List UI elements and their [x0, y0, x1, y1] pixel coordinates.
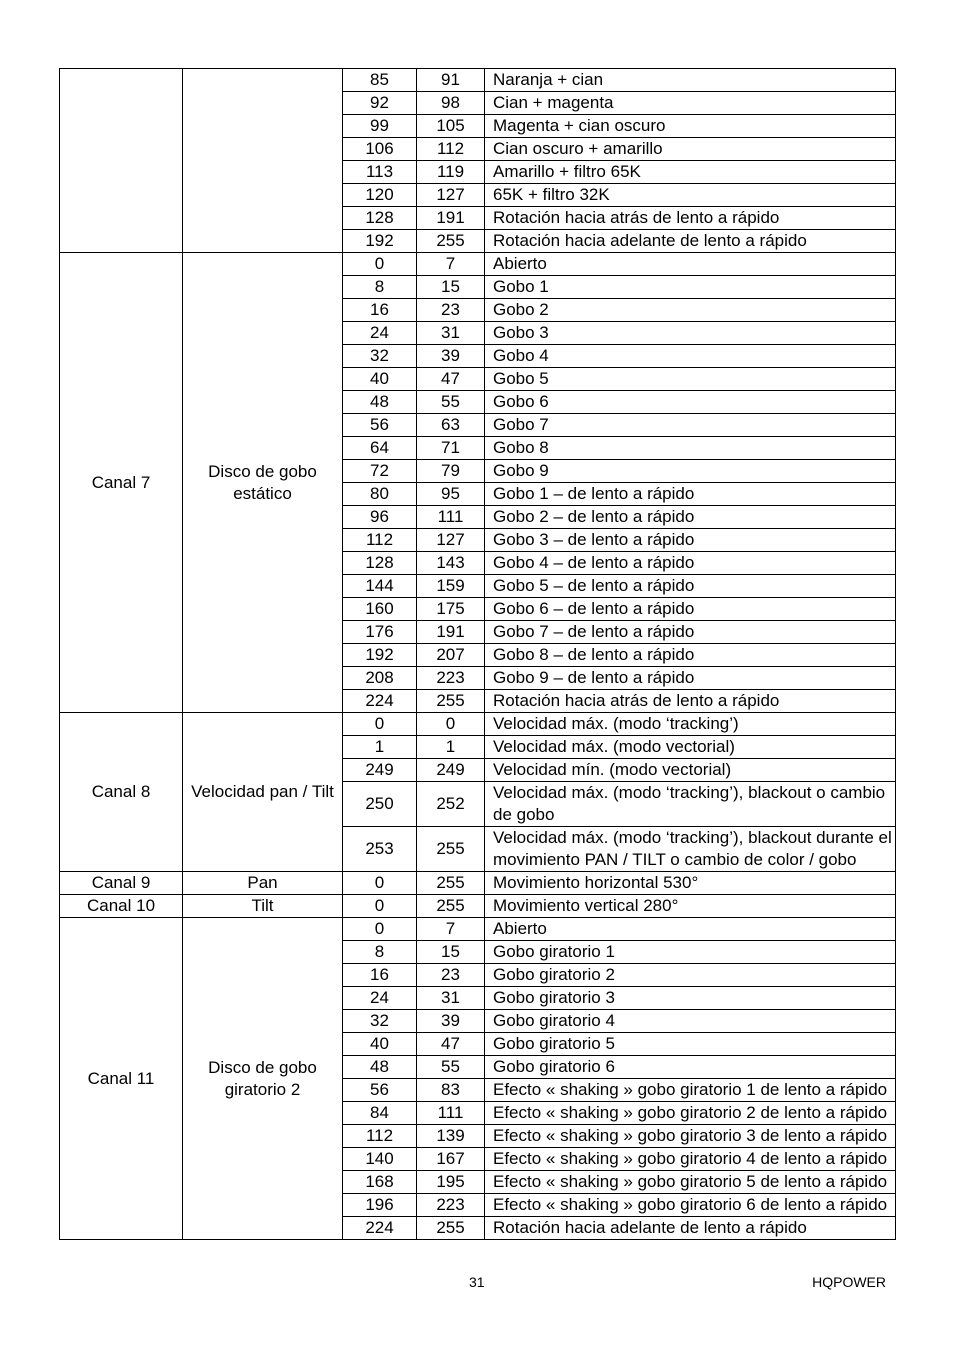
dmx-channel-table — [59, 68, 896, 1240]
dmx-from-cell: 224 — [343, 690, 417, 713]
dmx-to-cell: 127 — [417, 184, 485, 207]
dmx-from-cell: 0 — [343, 872, 417, 895]
dmx-to-cell: 175 — [417, 598, 485, 621]
dmx-to-cell: 15 — [417, 276, 485, 299]
brand-name: HQPOWER — [812, 1274, 886, 1290]
dmx-to-cell: 91 — [417, 69, 485, 92]
dmx-to-cell: 195 — [417, 1171, 485, 1194]
description-cell: Gobo 2 — [485, 299, 896, 322]
description-cell: Gobo 6 — [485, 391, 896, 414]
description-cell: Gobo 5 — [485, 368, 896, 391]
dmx-to-cell: 71 — [417, 437, 485, 460]
table-row — [60, 69, 896, 92]
dmx-to-cell: 1 — [417, 736, 485, 759]
dmx-from-cell: 0 — [343, 895, 417, 918]
dmx-from-cell: 85 — [343, 69, 417, 92]
dmx-from-cell: 250 — [343, 782, 417, 827]
channel-cell — [60, 69, 183, 253]
description-cell: Gobo 3 — [485, 322, 896, 345]
description-cell: Movimiento vertical 280° — [485, 895, 896, 918]
dmx-from-cell: 140 — [343, 1148, 417, 1171]
dmx-from-cell: 80 — [343, 483, 417, 506]
description-cell: Gobo 3 – de lento a rápido — [485, 529, 896, 552]
dmx-from-cell: 192 — [343, 644, 417, 667]
dmx-from-cell: 16 — [343, 299, 417, 322]
table-row — [60, 918, 896, 941]
dmx-to-cell: 0 — [417, 713, 485, 736]
description-cell: Efecto « shaking » gobo giratorio 1 de lento a rápido — [485, 1079, 896, 1102]
dmx-from-cell: 0 — [343, 713, 417, 736]
dmx-from-cell: 253 — [343, 827, 417, 872]
table-row — [60, 872, 896, 895]
dmx-from-cell: 112 — [343, 529, 417, 552]
description-cell: Velocidad máx. (modo vectorial) — [485, 736, 896, 759]
description-cell: Gobo giratorio 4 — [485, 1010, 896, 1033]
table-row — [60, 895, 896, 918]
dmx-from-cell: 120 — [343, 184, 417, 207]
description-cell: Velocidad máx. (modo ‘tracking’), blackout o cambio de gobo — [485, 782, 896, 827]
dmx-from-cell: 196 — [343, 1194, 417, 1217]
dmx-to-cell: 23 — [417, 299, 485, 322]
channel-cell: Canal 7 — [60, 253, 183, 713]
dmx-to-cell: 249 — [417, 759, 485, 782]
dmx-from-cell: 106 — [343, 138, 417, 161]
description-cell: Gobo 7 – de lento a rápido — [485, 621, 896, 644]
description-cell: Movimiento horizontal 530° — [485, 872, 896, 895]
dmx-from-cell: 8 — [343, 941, 417, 964]
dmx-from-cell: 40 — [343, 368, 417, 391]
channel-cell: Canal 11 — [60, 918, 183, 1240]
description-cell: Abierto — [485, 918, 896, 941]
dmx-from-cell: 0 — [343, 253, 417, 276]
dmx-to-cell: 23 — [417, 964, 485, 987]
dmx-to-cell: 98 — [417, 92, 485, 115]
dmx-to-cell: 255 — [417, 230, 485, 253]
description-cell: Gobo 2 – de lento a rápido — [485, 506, 896, 529]
dmx-from-cell: 24 — [343, 987, 417, 1010]
dmx-to-cell: 167 — [417, 1148, 485, 1171]
dmx-to-cell: 31 — [417, 987, 485, 1010]
description-cell: Gobo giratorio 3 — [485, 987, 896, 1010]
dmx-from-cell: 168 — [343, 1171, 417, 1194]
channel-cell: Canal 10 — [60, 895, 183, 918]
dmx-to-cell: 252 — [417, 782, 485, 827]
table-row — [60, 713, 896, 736]
dmx-to-cell: 47 — [417, 1033, 485, 1056]
dmx-from-cell: 0 — [343, 918, 417, 941]
description-cell: Velocidad máx. (modo ‘tracking’), blackout durante el movimiento PAN / TILT o cambio de color / gobo — [485, 827, 896, 872]
dmx-to-cell: 143 — [417, 552, 485, 575]
dmx-from-cell: 56 — [343, 1079, 417, 1102]
dmx-to-cell: 105 — [417, 115, 485, 138]
dmx-to-cell: 255 — [417, 690, 485, 713]
dmx-from-cell: 64 — [343, 437, 417, 460]
dmx-to-cell: 31 — [417, 322, 485, 345]
description-cell: Cian + magenta — [485, 92, 896, 115]
description-cell: Amarillo + filtro 65K — [485, 161, 896, 184]
dmx-from-cell: 32 — [343, 345, 417, 368]
dmx-to-cell: 7 — [417, 918, 485, 941]
dmx-from-cell: 32 — [343, 1010, 417, 1033]
dmx-to-cell: 39 — [417, 1010, 485, 1033]
function-cell: Disco de gobo giratorio 2 — [183, 918, 343, 1240]
description-cell: Gobo 1 — [485, 276, 896, 299]
dmx-from-cell: 48 — [343, 391, 417, 414]
function-cell: Velocidad pan / Tilt — [183, 713, 343, 872]
dmx-from-cell: 128 — [343, 207, 417, 230]
description-cell: Abierto — [485, 253, 896, 276]
dmx-from-cell: 208 — [343, 667, 417, 690]
dmx-to-cell: 111 — [417, 506, 485, 529]
description-cell: Velocidad mín. (modo vectorial) — [485, 759, 896, 782]
dmx-to-cell: 63 — [417, 414, 485, 437]
description-cell: Gobo giratorio 2 — [485, 964, 896, 987]
dmx-to-cell: 255 — [417, 872, 485, 895]
description-cell: Gobo 6 – de lento a rápido — [485, 598, 896, 621]
dmx-to-cell: 159 — [417, 575, 485, 598]
dmx-to-cell: 39 — [417, 345, 485, 368]
dmx-to-cell: 79 — [417, 460, 485, 483]
dmx-from-cell: 56 — [343, 414, 417, 437]
description-cell: Gobo 8 — [485, 437, 896, 460]
dmx-to-cell: 191 — [417, 207, 485, 230]
description-cell: Rotación hacia atrás de lento a rápido — [485, 690, 896, 713]
description-cell: Gobo giratorio 1 — [485, 941, 896, 964]
description-cell: Velocidad máx. (modo ‘tracking’) — [485, 713, 896, 736]
dmx-from-cell: 99 — [343, 115, 417, 138]
description-cell: Gobo giratorio 5 — [485, 1033, 896, 1056]
description-cell: Efecto « shaking » gobo giratorio 5 de lento a rápido — [485, 1171, 896, 1194]
dmx-from-cell: 92 — [343, 92, 417, 115]
description-cell: Gobo giratorio 6 — [485, 1056, 896, 1079]
description-cell: Gobo 1 – de lento a rápido — [485, 483, 896, 506]
description-cell: Gobo 9 – de lento a rápido — [485, 667, 896, 690]
dmx-to-cell: 47 — [417, 368, 485, 391]
dmx-to-cell: 83 — [417, 1079, 485, 1102]
dmx-from-cell: 160 — [343, 598, 417, 621]
description-cell: Efecto « shaking » gobo giratorio 2 de lento a rápido — [485, 1102, 896, 1125]
description-cell: Gobo 7 — [485, 414, 896, 437]
dmx-to-cell: 127 — [417, 529, 485, 552]
dmx-to-cell: 111 — [417, 1102, 485, 1125]
dmx-to-cell: 112 — [417, 138, 485, 161]
dmx-from-cell: 72 — [343, 460, 417, 483]
dmx-from-cell: 1 — [343, 736, 417, 759]
function-cell: Disco de gobo estático — [183, 253, 343, 713]
dmx-from-cell: 128 — [343, 552, 417, 575]
dmx-to-cell: 223 — [417, 667, 485, 690]
function-cell: Tilt — [183, 895, 343, 918]
dmx-to-cell: 139 — [417, 1125, 485, 1148]
description-cell: Rotación hacia atrás de lento a rápido — [485, 207, 896, 230]
dmx-from-cell: 176 — [343, 621, 417, 644]
dmx-from-cell: 224 — [343, 1217, 417, 1240]
channel-cell: Canal 9 — [60, 872, 183, 895]
table-row — [60, 253, 896, 276]
dmx-to-cell: 255 — [417, 1217, 485, 1240]
dmx-to-cell: 255 — [417, 827, 485, 872]
dmx-from-cell: 192 — [343, 230, 417, 253]
dmx-from-cell: 16 — [343, 964, 417, 987]
description-cell: Rotación hacia adelante de lento a rápido — [485, 1217, 896, 1240]
description-cell: Gobo 4 — [485, 345, 896, 368]
channel-cell: Canal 8 — [60, 713, 183, 872]
description-cell: Rotación hacia adelante de lento a rápido — [485, 230, 896, 253]
dmx-to-cell: 95 — [417, 483, 485, 506]
dmx-to-cell: 7 — [417, 253, 485, 276]
page-number: 31 — [469, 1274, 485, 1290]
dmx-to-cell: 55 — [417, 391, 485, 414]
description-cell: Gobo 4 – de lento a rápido — [485, 552, 896, 575]
description-cell: Efecto « shaking » gobo giratorio 6 de lento a rápido — [485, 1194, 896, 1217]
description-cell: Gobo 9 — [485, 460, 896, 483]
description-cell: Naranja + cian — [485, 69, 896, 92]
function-cell — [183, 69, 343, 253]
dmx-to-cell: 223 — [417, 1194, 485, 1217]
dmx-from-cell: 113 — [343, 161, 417, 184]
dmx-from-cell: 144 — [343, 575, 417, 598]
dmx-from-cell: 8 — [343, 276, 417, 299]
dmx-to-cell: 207 — [417, 644, 485, 667]
dmx-from-cell: 84 — [343, 1102, 417, 1125]
description-cell: 65K + filtro 32K — [485, 184, 896, 207]
description-cell: Gobo 8 – de lento a rápido — [485, 644, 896, 667]
dmx-table-body — [60, 69, 896, 1240]
description-cell: Cian oscuro + amarillo — [485, 138, 896, 161]
description-cell: Efecto « shaking » gobo giratorio 3 de lento a rápido — [485, 1125, 896, 1148]
dmx-from-cell: 24 — [343, 322, 417, 345]
dmx-from-cell: 40 — [343, 1033, 417, 1056]
dmx-to-cell: 119 — [417, 161, 485, 184]
description-cell: Efecto « shaking » gobo giratorio 4 de lento a rápido — [485, 1148, 896, 1171]
description-cell: Gobo 5 – de lento a rápido — [485, 575, 896, 598]
function-cell: Pan — [183, 872, 343, 895]
dmx-from-cell: 112 — [343, 1125, 417, 1148]
description-cell: Magenta + cian oscuro — [485, 115, 896, 138]
dmx-to-cell: 15 — [417, 941, 485, 964]
dmx-from-cell: 48 — [343, 1056, 417, 1079]
dmx-from-cell: 96 — [343, 506, 417, 529]
dmx-to-cell: 255 — [417, 895, 485, 918]
dmx-to-cell: 191 — [417, 621, 485, 644]
dmx-to-cell: 55 — [417, 1056, 485, 1079]
dmx-from-cell: 249 — [343, 759, 417, 782]
